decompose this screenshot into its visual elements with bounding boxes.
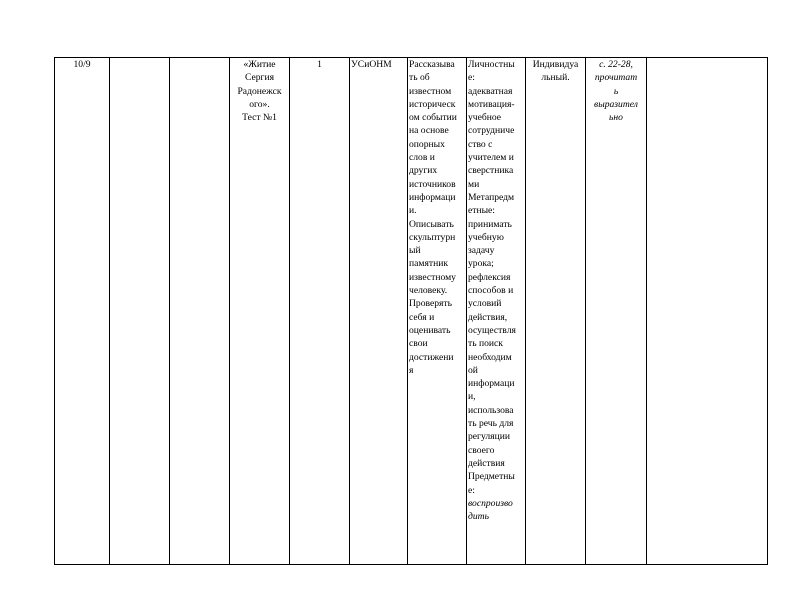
results-line: действия, [468,311,508,323]
results-line: ть речь для [468,418,514,430]
topic-line: Сергия [244,72,275,84]
topic-line: ого». [249,98,270,110]
results-line: сверстника [468,165,514,177]
topic-line: Радонежск [237,85,282,97]
activity-line: я [409,364,414,376]
results-line: действия [468,457,505,469]
results-line: мотивация- [468,98,515,110]
topic-line: «Житие [243,59,276,70]
activity-line: опорных [409,138,445,150]
hours-value: 1 [317,59,322,70]
results-line: условий [468,298,502,310]
lesson-type: УСиОНМ [351,59,392,70]
topic-line: Тест №1 [242,112,277,124]
activity-line: слов и [409,152,435,164]
homework-line: выразител [594,98,638,110]
results-line: ой [468,364,478,376]
activity-line: историческ [409,98,456,110]
lesson-number-cell [55,58,110,565]
activity-line: себя и [409,311,435,323]
results-line: необходим [468,351,512,363]
table-row [55,58,768,565]
activity-line: на основе [409,125,449,137]
activity-line: Рассказыва [409,59,455,70]
activity-line: оценивать [409,324,451,336]
results-line: е: [468,484,475,496]
results-line-italic: дить [468,511,489,523]
activity-line: Проверять [409,298,453,310]
results-line: Предметны [468,471,515,483]
activity-line: источников [409,178,456,190]
results-line: адекватная [468,85,513,97]
activity-line: достижени [409,351,454,363]
lesson-number: 10/9 [73,59,91,70]
results-line: ть поиск [468,338,503,350]
hours-cell [290,58,350,565]
activity-line: и. [409,205,417,217]
results-line: учебную [468,231,504,243]
lesson-topic-cell [230,58,290,565]
results-line: использова [468,404,514,416]
empty-cell [110,58,170,565]
results-line: е: [468,72,475,84]
results-line: етные: [468,205,495,217]
results-line: ми [468,178,480,190]
activity-line: памятник [409,258,448,270]
activity-line: известном [409,85,452,97]
results-line: и, [468,391,476,403]
form-line: Индивидуа [532,59,579,70]
activity-line: ый [409,245,421,257]
activity-line: других [409,165,438,177]
results-line: Метапредм [468,191,515,203]
activity-line: Описывать [409,218,454,230]
results-line: задачу [468,245,495,257]
homework-line: с. 22-28, [599,59,633,70]
results-line-italic: воспроизво [468,497,513,509]
results-line: принимать [468,218,512,230]
homework-line: ь [613,85,619,97]
results-line: Личностны [468,59,515,70]
activity-cell [408,58,467,565]
results-line: своего [468,444,495,456]
activity-line: известному [409,271,456,283]
results-line: сотрудниче [468,125,515,137]
activity-line: ть об [409,72,430,84]
lesson-type-cell [350,58,408,565]
empty-cell [647,58,768,565]
results-line: учителем и [468,152,514,164]
results-line: ство с [468,138,493,150]
activity-line: человеку. [409,285,448,297]
homework-line: ьно [609,112,623,124]
results-line: способов и [468,285,514,297]
results-line: осуществля [468,324,516,336]
activity-line: скульптурн [409,231,456,243]
results-line: рефлексия [468,271,511,283]
empty-cell [170,58,230,565]
work-form-cell [526,58,586,565]
lesson-plan-table [54,57,768,565]
homework-cell [586,58,647,565]
results-line: информаци [468,378,515,390]
activity-line: свои [409,338,428,350]
activity-line: информаци [409,191,456,203]
results-line: регуляции [468,431,510,443]
results-line: урока; [468,258,494,270]
homework-line: прочитат [594,72,638,84]
planned-results-cell [467,58,526,565]
form-line: льный. [541,72,570,84]
activity-line: ом событии [409,112,457,124]
results-line: учебное [468,112,502,124]
